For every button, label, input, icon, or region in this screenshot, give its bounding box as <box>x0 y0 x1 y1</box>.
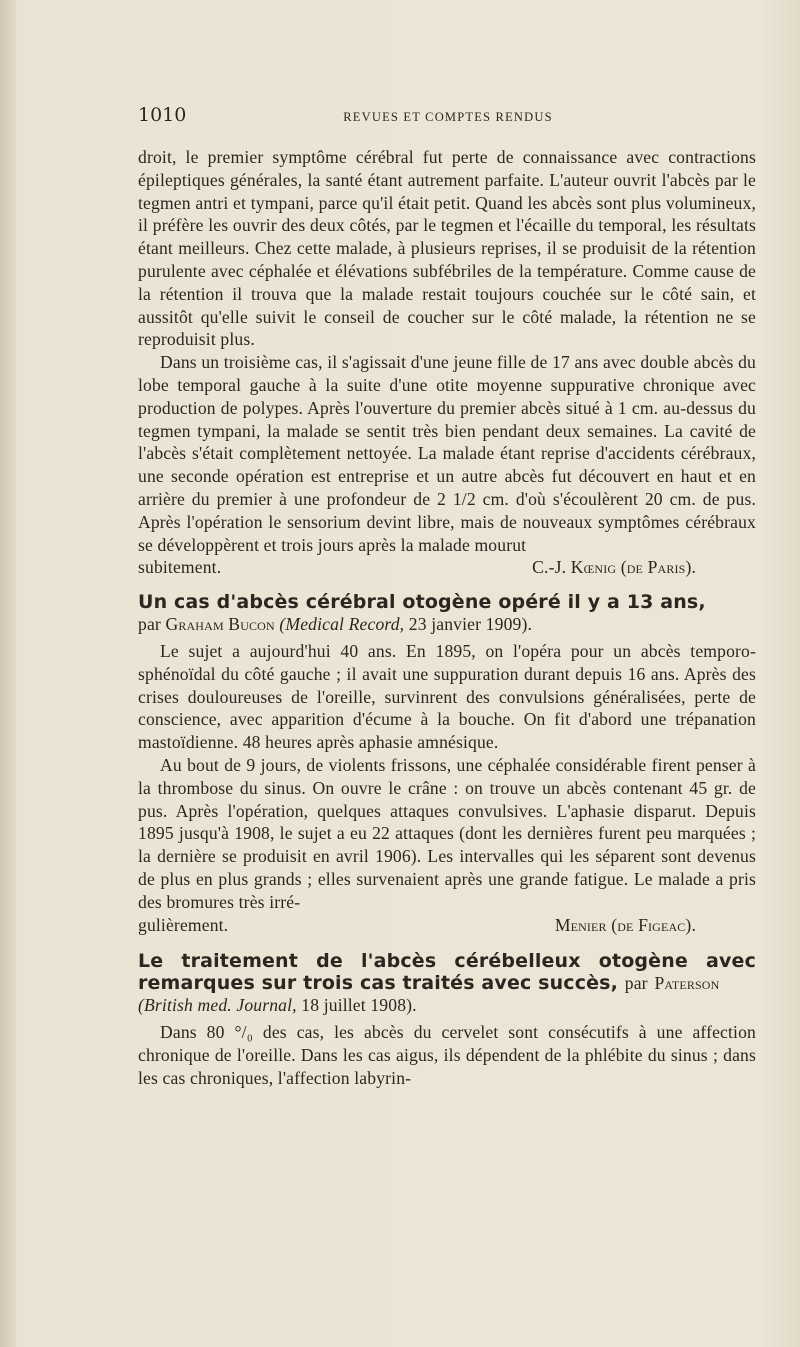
article-2-reference <box>138 994 756 1017</box>
article-2-title-text: Le traitement de l'abcès cérébelleux otogène avec remarques sur trois cas traités avec succès, <box>138 950 756 995</box>
continuation-paragraph-2: Dans un troisième cas, il s'agissait d'une jeune fille de 17 ans avec double abcès du lobe temporal gauche à la suite d'une otite moyenne suppurative chronique avec production de polypes. Après l'ouverture du premier abcès situé à 1 cm. au-dessus du tegmen tympani, la malade se sentit très bien pendant deux semaines. La cavité de l'abcès s'était complètement nettoyée. La malade étant reprise d'accidents cérébraux, une seconde opération est entreprise et un autre abcès fut découvert en haut et en arrière du premier à une profondeur de 2 1/2 cm. d'où s'écoulèrent 20 cm. de pus. Après l'opération le sensorium devint libre, mais de nouveaux symptômes cérébraux se développèrent et trois jours après la malade mourut <box>138 352 756 555</box>
article-2-date: 18 juillet 1908). <box>301 995 417 1016</box>
continuation-paragraph-1: droit, le premier symptôme cérébral fut perte de connaissance avec contractions épileptiques générales, la santé étant autrement parfaite. L'auteur ouvrit l'abcès par le tegmen antri et tympani, parce qu'il était petit. Quand les abcès sont plus volumineux, il préfère les ouvrir des deux côtés, par le tegmen et l'écaille du temporal, les résultats étant meilleurs. Chez cette malade, à plusieurs reprises, il se produisit de la rétention purulente avec céphalée et élévations subfébriles de la température. Comme cause de la rétention il trouva que la malade restait toujours couchée sur le côté sain, et aussitôt qu'elle suivit le conseil de coucher sur le côté malade, la rétention ne se reproduisit plus. <box>138 147 756 350</box>
page-gutter <box>0 0 16 1347</box>
article-1-author: Graham Bucon <box>165 614 275 635</box>
continuation-last-line: subitement. <box>138 557 222 578</box>
article-1-paragraph-2: Au bout de 9 jours, de violents frissons, une céphalée considérable firent penser à la thrombose du sinus. On ouvre le crâne : on trouve un abcès contenant 45 gr. de pus. Après l'opération, quelques attaques convulsives. L'aphasie disparut. Depuis 1895 jusqu'à 1908, le sujet a eu 22 attaques (dont les dernières furent peu marquées ; la dernière se produisit en avril 1906). Les intervalles qui les séparent sont devenus de plus en plus grands ; elles survenaient après une grande fatigue. Le malade a pris des bromures très irré- <box>138 754 756 912</box>
article-2-title <box>138 950 756 994</box>
page-header <box>138 104 758 132</box>
article-2-paragraph-1: Dans 80 °/₀ des cas, les abcès du cervelet sont consécutifs à une affection chronique de l'oreille. Dans les cas aigus, ils dépendent de la phlébite du sinus ; dans les cas chroniques, l'affection labyrin- <box>138 1022 756 1088</box>
article-1-last-line: gulièrement. <box>138 914 229 935</box>
article-1-date: 23 janvier 1909). <box>408 614 533 635</box>
article-1-signature: Menier (de Figeac). <box>554 914 696 935</box>
article-2 <box>138 950 756 1089</box>
article-2-source: (British med. Journal, <box>138 995 297 1016</box>
article-1-signature-line <box>138 914 756 937</box>
article-2-ref-prefix: par <box>624 973 648 994</box>
article-1-source: (Medical Record, <box>279 614 405 635</box>
running-title: REVUES ET COMPTES RENDUS <box>343 110 553 124</box>
page-number: 1010 <box>138 104 187 126</box>
article-2-author: Paterson <box>654 973 720 994</box>
article-1-title: Un cas d'abcès cérébral otogène opéré il y a 13 ans, <box>138 591 706 614</box>
article-1-ref-prefix: par <box>138 614 161 635</box>
article-1 <box>138 591 756 936</box>
continuation-signature-line <box>138 556 756 579</box>
page-body <box>138 146 756 1089</box>
article-1-reference <box>138 613 756 636</box>
continuation-signature: C.-J. Kœnig (de Paris). <box>532 557 696 578</box>
article-1-paragraph-1: Le sujet a aujourd'hui 40 ans. En 1895, on l'opéra pour un abcès temporo-sphénoïdal du côté gauche ; il avait une suppuration durant depuis 16 ans. Après des crises douloureuses de l'oreille, survinrent des convulsions généralisées, perte de conscience, avec apparition d'écume à la bouche. On fit d'abord une trépanation mastoïdienne. 48 heures après aphasie amnésique. <box>138 640 756 753</box>
